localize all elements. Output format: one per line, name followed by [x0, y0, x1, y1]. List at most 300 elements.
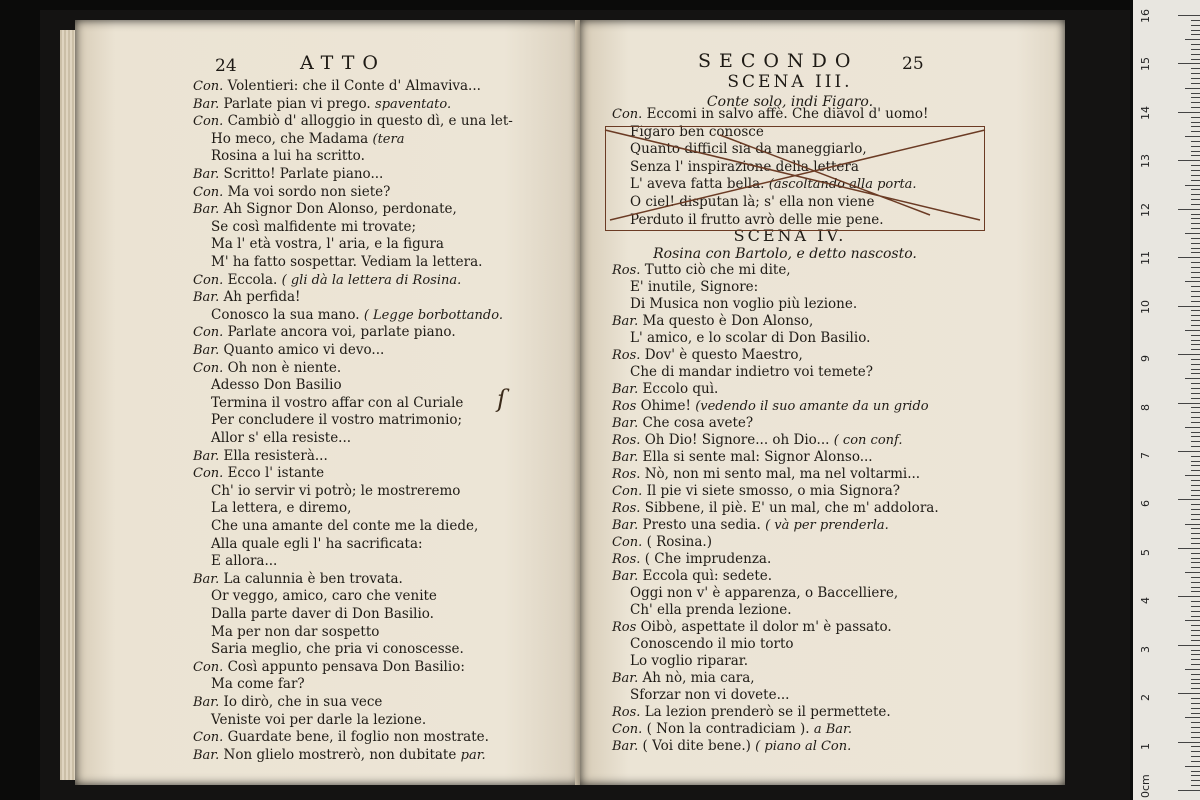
stage-direction: ( gli dà la lettera di Rosina.: [281, 272, 462, 288]
ruler-tick: [1178, 499, 1200, 500]
ruler-tick: [1191, 97, 1200, 98]
text-line: [211, 377, 342, 394]
ruler-tick: [1191, 277, 1200, 278]
stage-direction: ( và per prenderla.: [765, 518, 889, 533]
ruler-label: 12: [1139, 202, 1152, 217]
ruler-label: 0cm: [1139, 774, 1152, 798]
speaker-name: Ros: [612, 399, 637, 414]
line-text: ( Che imprudenza.: [644, 551, 772, 567]
ruler-tick: [1191, 30, 1200, 31]
ruler-tick: [1191, 364, 1200, 365]
ruler-tick: [1185, 620, 1200, 621]
text-line: [612, 704, 891, 721]
ruler-label: 5: [1139, 548, 1152, 556]
line-text: Ah perfida!: [223, 289, 301, 306]
ruler-tick: [1191, 25, 1200, 26]
line-text: Sibbene, il piè. E' un mal, che m' addolora.: [644, 500, 939, 516]
text-line: [630, 636, 794, 653]
ruler-tick: [1185, 233, 1200, 234]
text-line: [612, 670, 755, 687]
text-line: [211, 518, 478, 535]
ruler-tick: [1191, 465, 1200, 466]
text-line: [193, 747, 486, 764]
ruler-tick: [1191, 635, 1200, 636]
ruler-tick: [1191, 509, 1200, 510]
stage-direction: spaventato.: [375, 96, 452, 112]
line-text: Ella resisterà...: [223, 447, 328, 464]
line-text: Ch' ella prenda lezione.: [630, 602, 792, 618]
ruler-tick: [1191, 344, 1200, 345]
line-text: Che cosa avete?: [642, 415, 754, 431]
text-line: [193, 694, 382, 711]
right-page-number: 25: [902, 54, 924, 74]
line-text: E allora...: [211, 553, 278, 570]
scene-4-title: SCENA IV.: [733, 226, 847, 245]
ruler-tick: [1191, 398, 1200, 399]
ruler-tick: [1191, 204, 1200, 205]
ruler-tick: [1191, 34, 1200, 35]
stage-direction: par.: [460, 747, 486, 763]
ruler-tick: [1185, 717, 1200, 718]
ruler-tick: [1178, 451, 1200, 452]
ruler-tick: [1191, 359, 1200, 360]
speaker-name: Con.: [193, 466, 224, 482]
scene-4-subtitle: Rosina con Bartolo, e detto nascosto.: [653, 246, 917, 262]
line-text: Termina il vostro affar con al Curiale: [211, 394, 464, 411]
ruler-tick: [1178, 403, 1200, 404]
ruler-label: 13: [1139, 154, 1152, 169]
line-text: Se così malfidente mi trovate;: [211, 218, 417, 235]
text-line: [211, 536, 423, 553]
ruler-tick: [1178, 306, 1200, 307]
text-line: [211, 500, 351, 517]
ruler-tick: [1191, 102, 1200, 103]
speaker-name: Con.: [193, 114, 224, 130]
line-text: Ecco l' istante: [227, 465, 325, 482]
ruler-tick: [1191, 771, 1200, 772]
text-line: [612, 381, 718, 398]
line-text: Non glielo mostrerò, non dubitate: [223, 746, 457, 763]
ruler-tick: [1191, 601, 1200, 602]
text-line: [211, 395, 463, 412]
line-text: Senza l' inspirazione della lettera: [630, 158, 859, 175]
ruler-tick: [1191, 611, 1200, 612]
text-line: [630, 602, 792, 619]
line-text: Ma voi sordo non siete?: [227, 183, 391, 200]
line-text: Ma questo è Don Alonso,: [642, 313, 814, 329]
line-text: ( Voi dite bene.): [642, 738, 751, 754]
speaker-name: Con.: [193, 272, 224, 288]
ruler-tick: [1191, 470, 1200, 471]
line-text: Ma l' età vostra, l' aria, e la figura: [211, 236, 444, 253]
line-text: La calunnia è ben trovata.: [223, 570, 403, 587]
line-text: Oh non è niente.: [227, 359, 342, 376]
ruler-tick: [1191, 519, 1200, 520]
speaker-name: Ros.: [612, 467, 641, 482]
ruler-label: 4: [1139, 597, 1152, 605]
line-text: Quanto amico vi devo...: [223, 342, 385, 358]
text-line: [193, 78, 481, 95]
line-text: L' aveva fatta bella.: [630, 176, 765, 193]
text-line: [211, 606, 434, 623]
ruler-tick: [1178, 209, 1200, 210]
text-line: [612, 262, 791, 279]
ruler-tick: [1191, 272, 1200, 273]
text-line: [211, 254, 482, 271]
ruler-tick: [1191, 199, 1200, 200]
ruler-tick: [1191, 732, 1200, 733]
ruler-tick: [1191, 737, 1200, 738]
ruler-tick: [1191, 785, 1200, 786]
ruler-tick: [1191, 126, 1200, 127]
speaker-name: Bar.: [612, 671, 639, 686]
line-text: Tutto ciò che mi dite,: [644, 262, 791, 278]
text-line: [612, 551, 771, 568]
ruler-tick: [1191, 93, 1200, 94]
ruler-tick: [1191, 243, 1200, 244]
ruler-label: 16: [1139, 9, 1152, 23]
ruler-tick: [1191, 683, 1200, 684]
ruler-tick: [1191, 286, 1200, 287]
text-line: [612, 398, 929, 415]
ruler-tick: [1185, 427, 1200, 428]
ruler-tick: [1191, 141, 1200, 142]
ruler-tick: [1191, 117, 1200, 118]
line-text: E' inutile, Signore:: [630, 279, 759, 295]
ruler-tick: [1191, 228, 1200, 229]
stage-direction: (tera: [372, 131, 405, 147]
ruler-tick: [1191, 722, 1200, 723]
text-line: [612, 500, 939, 517]
line-text: Per concludere il vostro matrimonio;: [211, 412, 463, 429]
line-text: Che di mandar indietro voi temete?: [630, 364, 874, 380]
ruler-tick: [1191, 432, 1200, 433]
text-line: [193, 465, 324, 482]
ruler-tick: [1191, 761, 1200, 762]
text-line: [630, 296, 857, 313]
ruler-tick: [1185, 136, 1200, 137]
line-text: Il pie vi siete smosso, o mia Signora?: [646, 483, 901, 499]
ruler-tick: [1191, 616, 1200, 617]
ruler-tick: [1191, 393, 1200, 394]
line-text: Presto una sedia.: [642, 517, 761, 533]
speaker-name: Con.: [612, 535, 643, 550]
ruler-tick: [1191, 122, 1200, 123]
ruler-tick: [1191, 73, 1200, 74]
line-text: Ma per non dar sospetto: [211, 623, 380, 640]
ruler-tick: [1191, 446, 1200, 447]
ruler-tick: [1191, 775, 1200, 776]
ruler-tick: [1191, 780, 1200, 781]
ruler-tick: [1191, 388, 1200, 389]
text-line: [612, 313, 813, 330]
line-text: ( Rosina.): [646, 534, 712, 550]
speaker-name: Con.: [193, 360, 224, 376]
ruler-label: 10: [1139, 299, 1152, 314]
ruler-tick: [1191, 713, 1200, 714]
line-text: Ho meco, che Madama: [211, 130, 369, 147]
ruler-tick: [1191, 674, 1200, 675]
ruler-tick: [1191, 262, 1200, 263]
ruler-tick: [1191, 543, 1200, 544]
ruler-tick: [1191, 373, 1200, 374]
ruler-tick: [1191, 146, 1200, 147]
speaker-name: Bar.: [193, 571, 220, 587]
ruler-tick: [1191, 751, 1200, 752]
ruler-tick: [1191, 553, 1200, 554]
text-line: [612, 415, 753, 432]
ruler-tick: [1191, 650, 1200, 651]
speaker-name: Con.: [193, 730, 224, 746]
line-text: Che una amante del conte me la diede,: [211, 518, 479, 534]
ruler-tick: [1191, 170, 1200, 171]
speaker-name: Bar.: [612, 569, 639, 584]
text-line: [211, 641, 464, 658]
speaker-name: Bar.: [193, 96, 220, 112]
speaker-name: Con.: [612, 107, 643, 122]
text-line: [612, 432, 903, 449]
speaker-name: Con.: [193, 659, 224, 675]
ruler-label: 1: [1139, 742, 1152, 750]
ruler-tick: [1178, 257, 1200, 258]
text-line: [612, 619, 892, 636]
line-text: Parlate pian vi prego.: [223, 95, 371, 112]
ruler-tick: [1178, 645, 1200, 646]
ruler-tick: [1191, 320, 1200, 321]
text-line: [211, 430, 351, 447]
ruler-tick: [1191, 214, 1200, 215]
line-text: Ella si sente mal: Signor Alonso...: [642, 449, 873, 465]
text-line: [612, 534, 712, 551]
text-line: [211, 712, 426, 729]
ruler-tick: [1191, 587, 1200, 588]
line-text: Ah nò, mia cara,: [642, 670, 755, 686]
text-line: [211, 624, 379, 641]
scene-3-subtitle: Conte solo, indi Figaro.: [706, 94, 874, 110]
text-line: [612, 466, 920, 483]
text-line: [612, 738, 851, 755]
line-text: ( Non la contradiciam ).: [646, 721, 810, 737]
ruler-tick: [1191, 514, 1200, 515]
ruler-tick: [1191, 107, 1200, 108]
speaker-name: Ros.: [612, 348, 641, 363]
speaker-name: Bar.: [193, 695, 220, 710]
ruler-tick: [1191, 223, 1200, 224]
ruler-tick: [1191, 407, 1200, 408]
ruler-tick: [1191, 83, 1200, 84]
ruler-tick: [1191, 151, 1200, 152]
speaker-name: Con.: [193, 79, 224, 94]
line-text: Scritto! Parlate piano...: [223, 166, 384, 182]
ruler-label: 6: [1139, 500, 1152, 508]
ruler-tick: [1191, 688, 1200, 689]
text-line: [612, 449, 873, 466]
text-line: [211, 307, 503, 324]
text-line: [193, 342, 384, 359]
ruler-tick: [1191, 54, 1200, 55]
line-text: Quanto difficil sia da maneggiarlo,: [630, 141, 867, 158]
text-line: [211, 483, 460, 500]
text-line: [211, 553, 277, 570]
line-text: Conosco la sua mano.: [211, 306, 360, 323]
text-line: [193, 201, 457, 218]
ruler-tick: [1191, 349, 1200, 350]
ruler-tick: [1191, 218, 1200, 219]
ruler-tick: [1191, 315, 1200, 316]
text-line: [630, 653, 748, 670]
ruler-tick: [1191, 175, 1200, 176]
ruler-tick: [1178, 742, 1200, 743]
line-text: Dov' è questo Maestro,: [644, 347, 803, 363]
ruler-tick: [1178, 548, 1200, 549]
text-line: [630, 585, 898, 602]
ruler-tick: [1191, 591, 1200, 592]
ruler-tick: [1191, 606, 1200, 607]
ruler-tick: [1191, 577, 1200, 578]
line-text: Guardate bene, il foglio non mostrate.: [227, 729, 489, 746]
ruler-tick: [1191, 625, 1200, 626]
ruler-tick: [1185, 766, 1200, 767]
line-text: Eccolo quì.: [642, 381, 719, 397]
line-text: Lo voglio riparar.: [630, 653, 749, 669]
ruler-tick: [1191, 325, 1200, 326]
ruler-tick: [1191, 456, 1200, 457]
line-text: La lettera, e diremo,: [211, 500, 352, 517]
ruler-tick: [1191, 155, 1200, 156]
ruler-tick: [1191, 248, 1200, 249]
ruler-tick: [1191, 335, 1200, 336]
ruler-tick: [1191, 165, 1200, 166]
line-text: Volentieri: che il Conte d' Almaviva...: [227, 78, 481, 94]
speaker-name: Bar.: [193, 290, 220, 306]
line-text: Ohime!: [640, 398, 691, 414]
stage-direction: ( con conf.: [833, 433, 903, 448]
measuring-ruler: [1133, 0, 1200, 800]
speaker-name: Bar.: [193, 747, 220, 763]
text-line: [193, 360, 341, 377]
ruler-tick: [1191, 252, 1200, 253]
ruler-label: 9: [1139, 355, 1152, 363]
ruler-tick: [1191, 417, 1200, 418]
ruler-tick: [1191, 78, 1200, 79]
ruler-tick: [1191, 436, 1200, 437]
ruler-tick: [1191, 441, 1200, 442]
line-text: Figaro ben conosce: [630, 123, 764, 140]
line-text: Perduto il frutto avrò delle mie pene.: [630, 211, 884, 228]
ruler-tick: [1191, 562, 1200, 563]
speaker-name: Ros.: [612, 263, 641, 278]
speaker-name: Bar.: [193, 202, 220, 218]
line-text: Eccola.: [227, 271, 278, 288]
stage-direction: a Bar.: [813, 722, 852, 737]
ruler-tick: [1191, 267, 1200, 268]
ruler-tick: [1185, 330, 1200, 331]
stage-direction: ( piano al Con.: [755, 739, 852, 754]
speaker-name: Bar.: [193, 448, 220, 464]
ruler-tick: [1185, 88, 1200, 89]
ruler-tick: [1178, 112, 1200, 113]
ruler-tick: [1191, 194, 1200, 195]
line-text: O ciel! disputan là; s' ella non viene: [630, 194, 875, 210]
ruler-tick: [1191, 746, 1200, 747]
ruler-tick: [1191, 538, 1200, 539]
text-line: [193, 96, 451, 113]
ruler-label: 8: [1139, 403, 1152, 411]
ruler-tick: [1185, 39, 1200, 40]
text-line: [612, 517, 889, 534]
ruler-tick: [1185, 475, 1200, 476]
line-text: L' amico, e lo scolar di Don Basilio.: [630, 330, 871, 346]
text-line: [193, 659, 465, 676]
ruler-tick: [1191, 490, 1200, 491]
line-text: Or veggo, amico, caro che venite: [211, 588, 437, 605]
left-page-number: 24: [215, 56, 237, 76]
ruler-tick: [1191, 20, 1200, 21]
line-text: Oh Dio! Signore... oh Dio...: [644, 432, 830, 448]
text-line: [193, 289, 300, 306]
line-text: Eccola quì: sedete.: [642, 568, 773, 584]
line-text: Alla quale egli l' ha sacrificata:: [211, 535, 423, 552]
line-text: Rosina a lui ha scritto.: [211, 148, 365, 165]
ruler-tick: [1178, 790, 1200, 791]
line-text: Sforzar non vi dovete...: [630, 687, 790, 703]
ruler-tick: [1191, 698, 1200, 699]
right-page-header: SECONDO: [698, 50, 859, 72]
line-text: Adesso Don Basilio: [211, 377, 342, 394]
stage-direction: ( Legge borbottando.: [363, 307, 503, 323]
line-text: Io dirò, che in sua vece: [223, 694, 383, 710]
ruler-label: 3: [1139, 645, 1152, 653]
ruler-tick: [1191, 238, 1200, 239]
ruler-tick: [1191, 412, 1200, 413]
ruler-tick: [1185, 572, 1200, 573]
ruler-tick: [1191, 640, 1200, 641]
text-line: [612, 347, 803, 364]
text-line: [193, 272, 461, 289]
ruler-tick: [1178, 160, 1200, 161]
ruler-tick: [1178, 15, 1200, 16]
line-text: M' ha fatto sospettar. Vediam la lettera.: [211, 254, 483, 270]
ruler-tick: [1191, 664, 1200, 665]
line-text: Conoscendo il mio torto: [630, 636, 794, 652]
ruler-tick: [1191, 582, 1200, 583]
text-line: [193, 184, 390, 201]
ruler-tick: [1191, 756, 1200, 757]
line-text: Eccomi in salvo affè. Che diavol d' uomo!: [646, 106, 929, 122]
ruler-tick: [1178, 354, 1200, 355]
text-line: [630, 687, 789, 704]
speaker-name: Con.: [612, 484, 643, 499]
ruler-tick: [1191, 727, 1200, 728]
ruler-tick: [1191, 461, 1200, 462]
ruler-tick: [1185, 669, 1200, 670]
ruler-label: 15: [1139, 57, 1152, 72]
ruler-tick: [1178, 693, 1200, 694]
ruler-tick: [1191, 567, 1200, 568]
line-text: Ch' io servir vi potrò; le mostreremo: [211, 482, 461, 499]
text-line: [211, 148, 365, 165]
line-text: Ma come far?: [211, 676, 305, 693]
line-text: Allor s' ella resiste...: [211, 430, 352, 446]
text-line: [193, 571, 403, 588]
line-text: Parlate ancora voi, parlate piano.: [227, 324, 456, 341]
line-text: Veniste voi per darle la lezione.: [211, 711, 427, 728]
text-line: [211, 219, 416, 236]
ruler-label: 2: [1139, 694, 1152, 702]
line-text: Di Musica non voglio più lezione.: [630, 296, 858, 312]
ruler-tick: [1191, 49, 1200, 50]
ruler-tick: [1191, 659, 1200, 660]
